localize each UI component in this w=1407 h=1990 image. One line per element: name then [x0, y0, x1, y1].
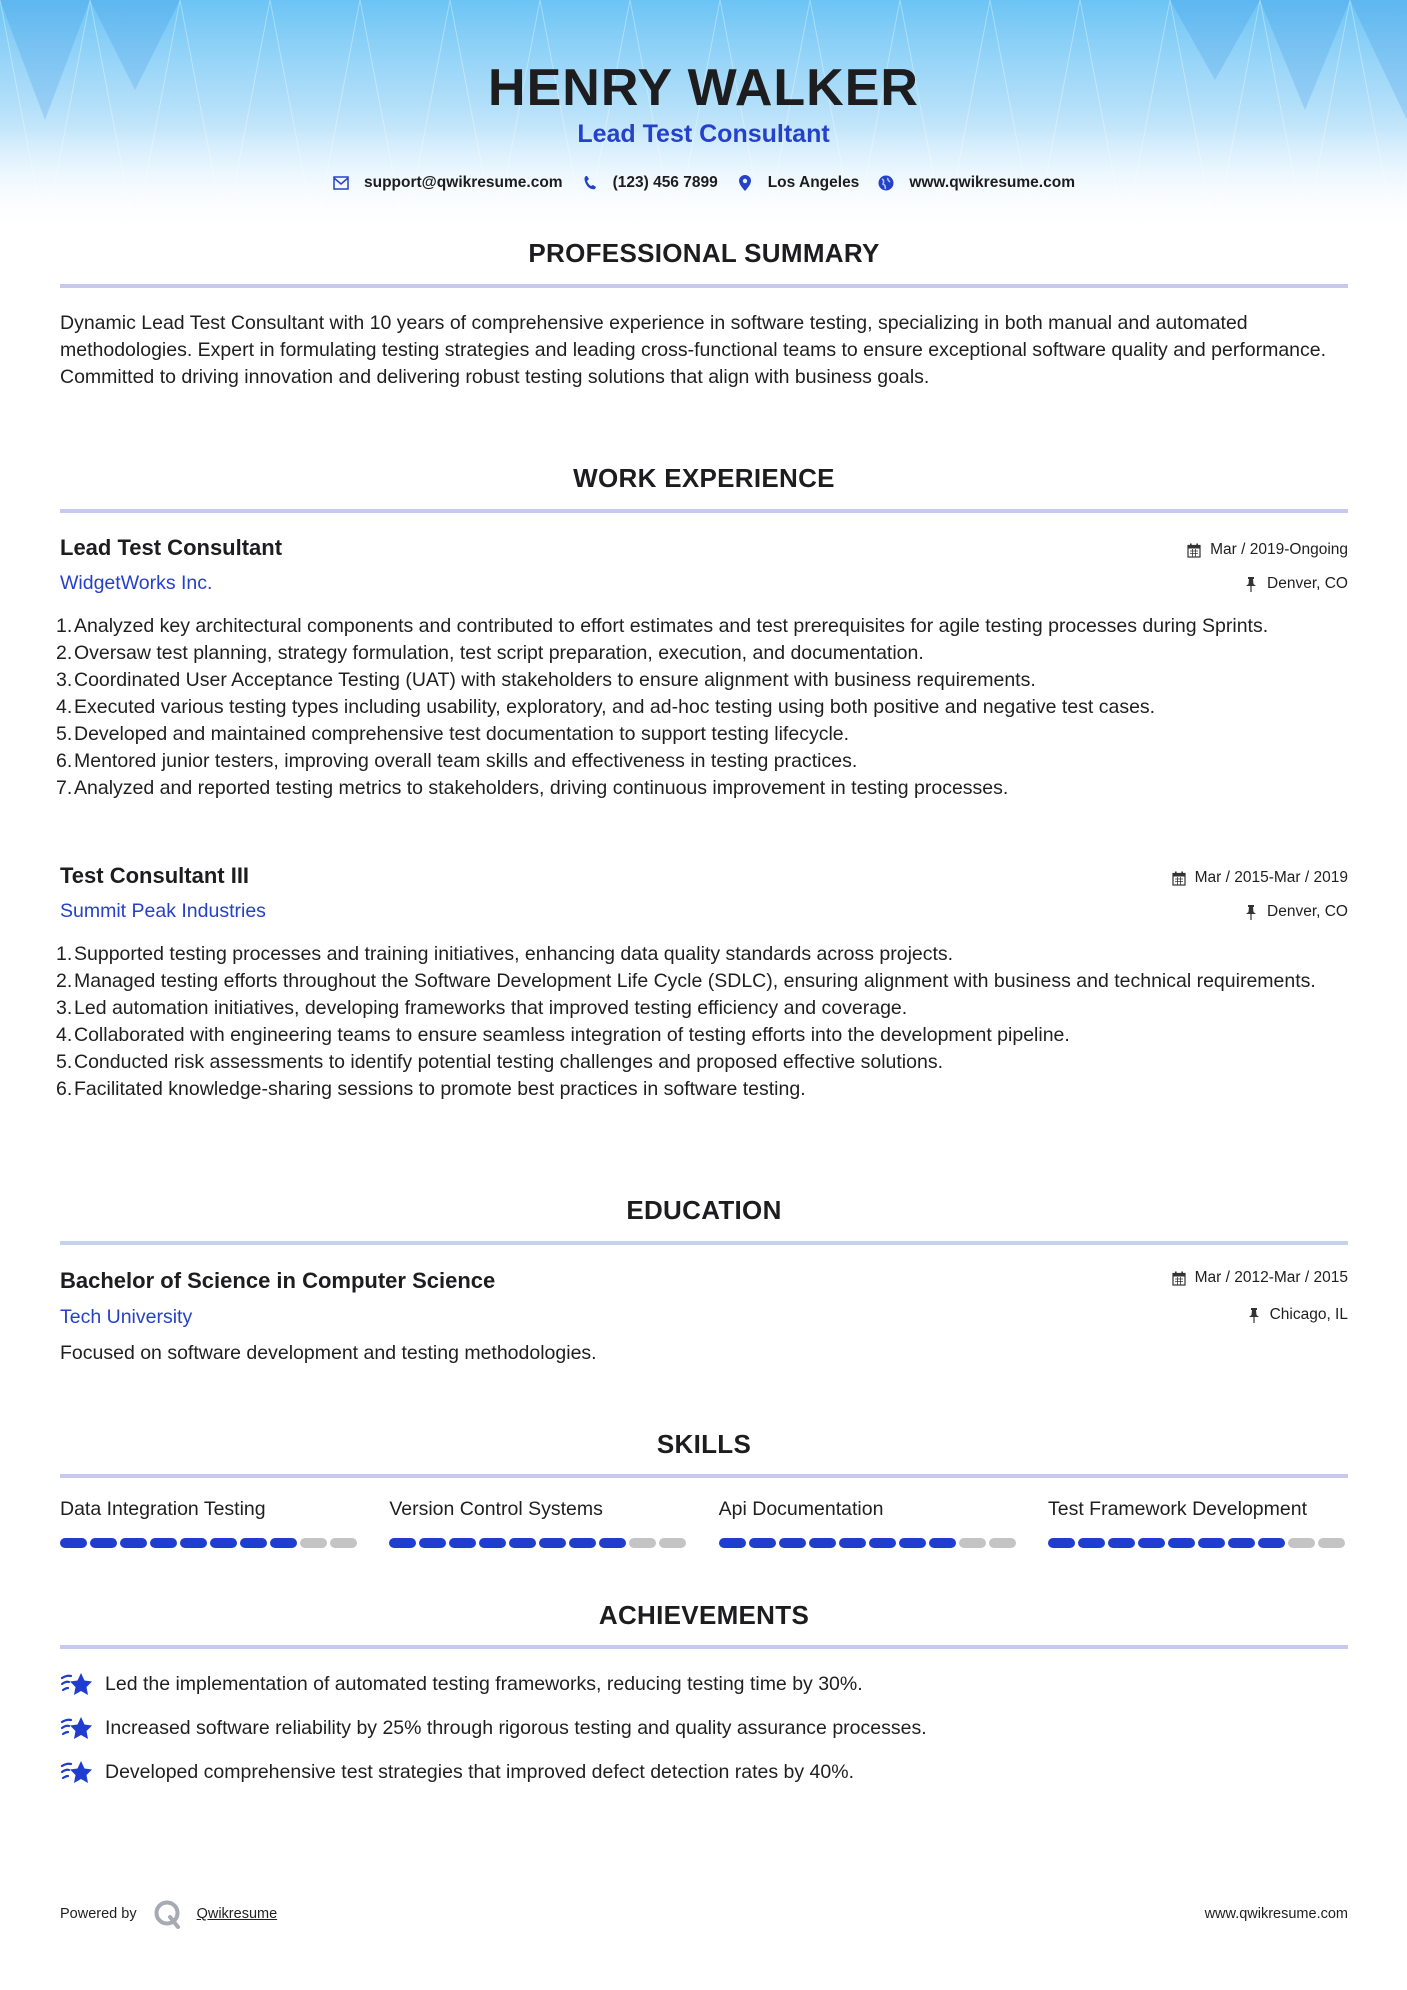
contact-location: [736, 174, 860, 192]
skill-segment-filled: [180, 1538, 207, 1548]
skill-segment-filled: [1228, 1538, 1255, 1548]
phone-text: (123) 456 7899: [612, 174, 718, 191]
qwikresume-logo-icon: [153, 1899, 183, 1929]
list-item: 3. Coordinated User Acceptance Testing (UAT) with stakeholders to ensure alignment with business requirements.: [56, 669, 1036, 691]
list-item: 1. Supported testing processes and training initiatives, enhancing data quality standards across projects.: [56, 943, 954, 965]
list-item: 7. Analyzed and reported testing metrics to stakeholders, driving continuous improvement in testing processes.: [56, 777, 1009, 799]
skill-item: [60, 1498, 360, 1548]
skill-segment-filled: [809, 1538, 836, 1548]
skill-segment-filled: [839, 1538, 866, 1548]
skill-segment-filled: [569, 1538, 596, 1548]
pushpin-icon: [1243, 576, 1259, 592]
contact-email[interactable]: [332, 174, 563, 192]
job-location-text: Denver, CO: [1267, 575, 1348, 592]
skill-segment-filled: [240, 1538, 267, 1548]
contact-bar: [0, 174, 1407, 192]
map-pin-icon: [736, 174, 754, 192]
skill-segment-filled: [1198, 1538, 1225, 1548]
skill-segment-empty: [1318, 1538, 1345, 1548]
skill-name: Version Control Systems: [389, 1498, 603, 1520]
skills-list: [60, 1498, 1348, 1548]
shooting-star-icon: [60, 1713, 94, 1743]
achievement-item: [60, 1713, 927, 1743]
skill-segment-empty: [330, 1538, 357, 1548]
skill-segment-empty: [629, 1538, 656, 1548]
education-dates: [1171, 1269, 1348, 1287]
globe-icon: [877, 174, 895, 192]
job-dates-text: Mar / 2015-Mar / 2019: [1194, 869, 1348, 886]
skill-item: [1048, 1498, 1348, 1548]
skill-segment-empty: [989, 1538, 1016, 1548]
skill-level-bar: [1048, 1538, 1348, 1548]
envelope-icon: [332, 174, 350, 192]
skill-segment-filled: [779, 1538, 806, 1548]
skill-segment-filled: [929, 1538, 956, 1548]
skill-segment-filled: [509, 1538, 536, 1548]
section-divider: [60, 1241, 1348, 1245]
skill-segment-filled: [719, 1538, 746, 1548]
degree-title: Bachelor of Science in Computer Science: [60, 1268, 496, 1293]
list-item: 1. Analyzed key architectural components and contributed to effort estimates and test prerequisites for agile testing processes during Sprints.: [56, 615, 1269, 637]
list-item: 6. Mentored junior testers, improving overall team skills and effectiveness in testing practices.: [56, 750, 858, 772]
section-divider: [60, 284, 1348, 288]
candidate-name: HENRY WALKER: [488, 59, 919, 117]
skill-segment-filled: [1258, 1538, 1285, 1548]
skill-segment-empty: [300, 1538, 327, 1548]
job-responsibilities: [56, 941, 1348, 1103]
skill-segment-filled: [749, 1538, 776, 1548]
skill-name: Test Framework Development: [1047, 1498, 1307, 1520]
skill-segment-empty: [1288, 1538, 1315, 1548]
contact-phone[interactable]: [581, 174, 718, 192]
skill-segment-filled: [1048, 1538, 1075, 1548]
job-dates: [1186, 541, 1348, 559]
phone-icon: [581, 174, 599, 192]
skill-segment-filled: [1078, 1538, 1105, 1548]
job-location: [1243, 903, 1348, 921]
list-item: 5. Conducted risk assessments to identify potential testing challenges and proposed effective solutions.: [56, 1051, 943, 1073]
education-dates-text: Mar / 2012-Mar / 2015: [1194, 1269, 1348, 1286]
section-divider: [60, 1645, 1348, 1649]
achievement-item: [60, 1757, 854, 1787]
section-heading-skills: SKILLS: [656, 1429, 752, 1459]
skill-segment-filled: [270, 1538, 297, 1548]
skill-level-bar: [60, 1538, 360, 1548]
section-heading-experience: WORK EXPERIENCE: [573, 463, 835, 493]
skill-item: [719, 1498, 1019, 1548]
skill-segment-filled: [1138, 1538, 1165, 1548]
achievement-text: Increased software reliability by 25% through rigorous testing and quality assurance processes.: [105, 1716, 927, 1739]
pushpin-icon: [1246, 1307, 1262, 1323]
list-item: 2. Oversaw test planning, strategy formulation, test script preparation, execution, and documentation.: [56, 642, 924, 664]
skill-segment-filled: [479, 1538, 506, 1548]
skill-segment-filled: [120, 1538, 147, 1548]
school-name: Tech University: [60, 1306, 193, 1328]
skill-segment-filled: [389, 1538, 416, 1548]
skill-segment-filled: [210, 1538, 237, 1548]
job-title: Lead Test Consultant: [60, 535, 283, 560]
qwikresume-link[interactable]: Qwikresume: [196, 1906, 278, 1922]
email-text: support@qwikresume.com: [364, 174, 563, 191]
skill-segment-filled: [1168, 1538, 1195, 1548]
calendar-icon: [1171, 870, 1187, 886]
section-heading-summary: PROFESSIONAL SUMMARY: [528, 238, 880, 268]
list-item: 3. Led automation initiatives, developing frameworks that improved testing efficiency and coverage.: [56, 997, 908, 1019]
summary-text: Dynamic Lead Test Consultant with 10 years of comprehensive experience in software testing, specializing in both manual and automated methodologies. Expert in formulating testing strategies and leading cross-functional teams to ensure exceptional software quality and performance. Committed to driving innovation and delivering robust testing solutions that align with business goals.: [60, 312, 1327, 388]
skill-level-bar: [719, 1538, 1019, 1548]
education-location: [1246, 1306, 1348, 1324]
section-divider: [60, 1474, 1348, 1478]
skill-segment-empty: [959, 1538, 986, 1548]
job-location: [1243, 575, 1348, 593]
skill-name: Api Documentation: [718, 1498, 884, 1520]
skill-segment-filled: [449, 1538, 476, 1548]
job-dates-text: Mar / 2019-Ongoing: [1210, 541, 1348, 558]
resume-header: [0, 0, 1407, 235]
skill-segment-filled: [60, 1538, 87, 1548]
skill-segment-empty: [659, 1538, 686, 1548]
section-heading-education: EDUCATION: [626, 1195, 782, 1225]
skill-item: [389, 1498, 689, 1548]
achievement-text: Led the implementation of automated testing frameworks, reducing testing time by 30%.: [105, 1672, 863, 1695]
pushpin-icon: [1243, 904, 1259, 920]
company-name: WidgetWorks Inc.: [60, 572, 213, 594]
skill-name: Data Integration Testing: [60, 1498, 266, 1520]
skill-segment-filled: [599, 1538, 626, 1548]
footer-powered-by: [60, 1899, 277, 1929]
list-item: 5. Developed and maintained comprehensive test documentation to support testing lifecycle.: [56, 723, 850, 745]
section-divider: [60, 509, 1348, 513]
job-dates: [1171, 869, 1348, 887]
company-name: Summit Peak Industries: [60, 900, 266, 922]
skill-segment-filled: [539, 1538, 566, 1548]
skill-segment-filled: [1108, 1538, 1135, 1548]
footer-website-link[interactable]: www.qwikresume.com: [1204, 1906, 1348, 1922]
job-title: Test Consultant III: [60, 863, 250, 888]
shooting-star-icon: [60, 1669, 94, 1699]
calendar-icon: [1171, 1270, 1187, 1286]
list-item: 4. Collaborated with engineering teams to ensure seamless integration of testing efforts into the development pipeline.: [56, 1024, 1070, 1046]
website-text: www.qwikresume.com: [909, 174, 1075, 191]
list-item: 6. Facilitated knowledge-sharing sessions to promote best practices in software testing.: [56, 1078, 806, 1100]
skill-segment-filled: [899, 1538, 926, 1548]
education-description: Focused on software development and testing methodologies.: [60, 1342, 597, 1364]
skill-segment-filled: [150, 1538, 177, 1548]
contact-website[interactable]: [877, 174, 1075, 192]
section-heading-achievements: ACHIEVEMENTS: [598, 1600, 810, 1630]
skill-segment-filled: [419, 1538, 446, 1548]
location-text: Los Angeles: [767, 174, 860, 191]
skill-segment-filled: [90, 1538, 117, 1548]
job-location-text: Denver, CO: [1267, 903, 1348, 920]
list-item: 4. Executed various testing types including usability, exploratory, and ad-hoc testing using both positive and negative test cases.: [56, 696, 1156, 718]
education-location-text: Chicago, IL: [1269, 1306, 1348, 1323]
achievement-text: Developed comprehensive test strategies that improved defect detection rates by 40%.: [105, 1760, 854, 1783]
skill-level-bar: [389, 1538, 689, 1548]
candidate-title: Lead Test Consultant: [577, 120, 830, 148]
skill-segment-filled: [869, 1538, 896, 1548]
powered-by-label: Powered by: [60, 1906, 137, 1922]
achievement-item: [60, 1669, 863, 1699]
list-item: 2. Managed testing efforts throughout the Software Development Life Cycle (SDLC), ensuring alignment with business and technical requirements.: [56, 970, 1316, 992]
calendar-icon: [1186, 542, 1202, 558]
job-responsibilities: [56, 613, 1348, 802]
shooting-star-icon: [60, 1757, 94, 1787]
